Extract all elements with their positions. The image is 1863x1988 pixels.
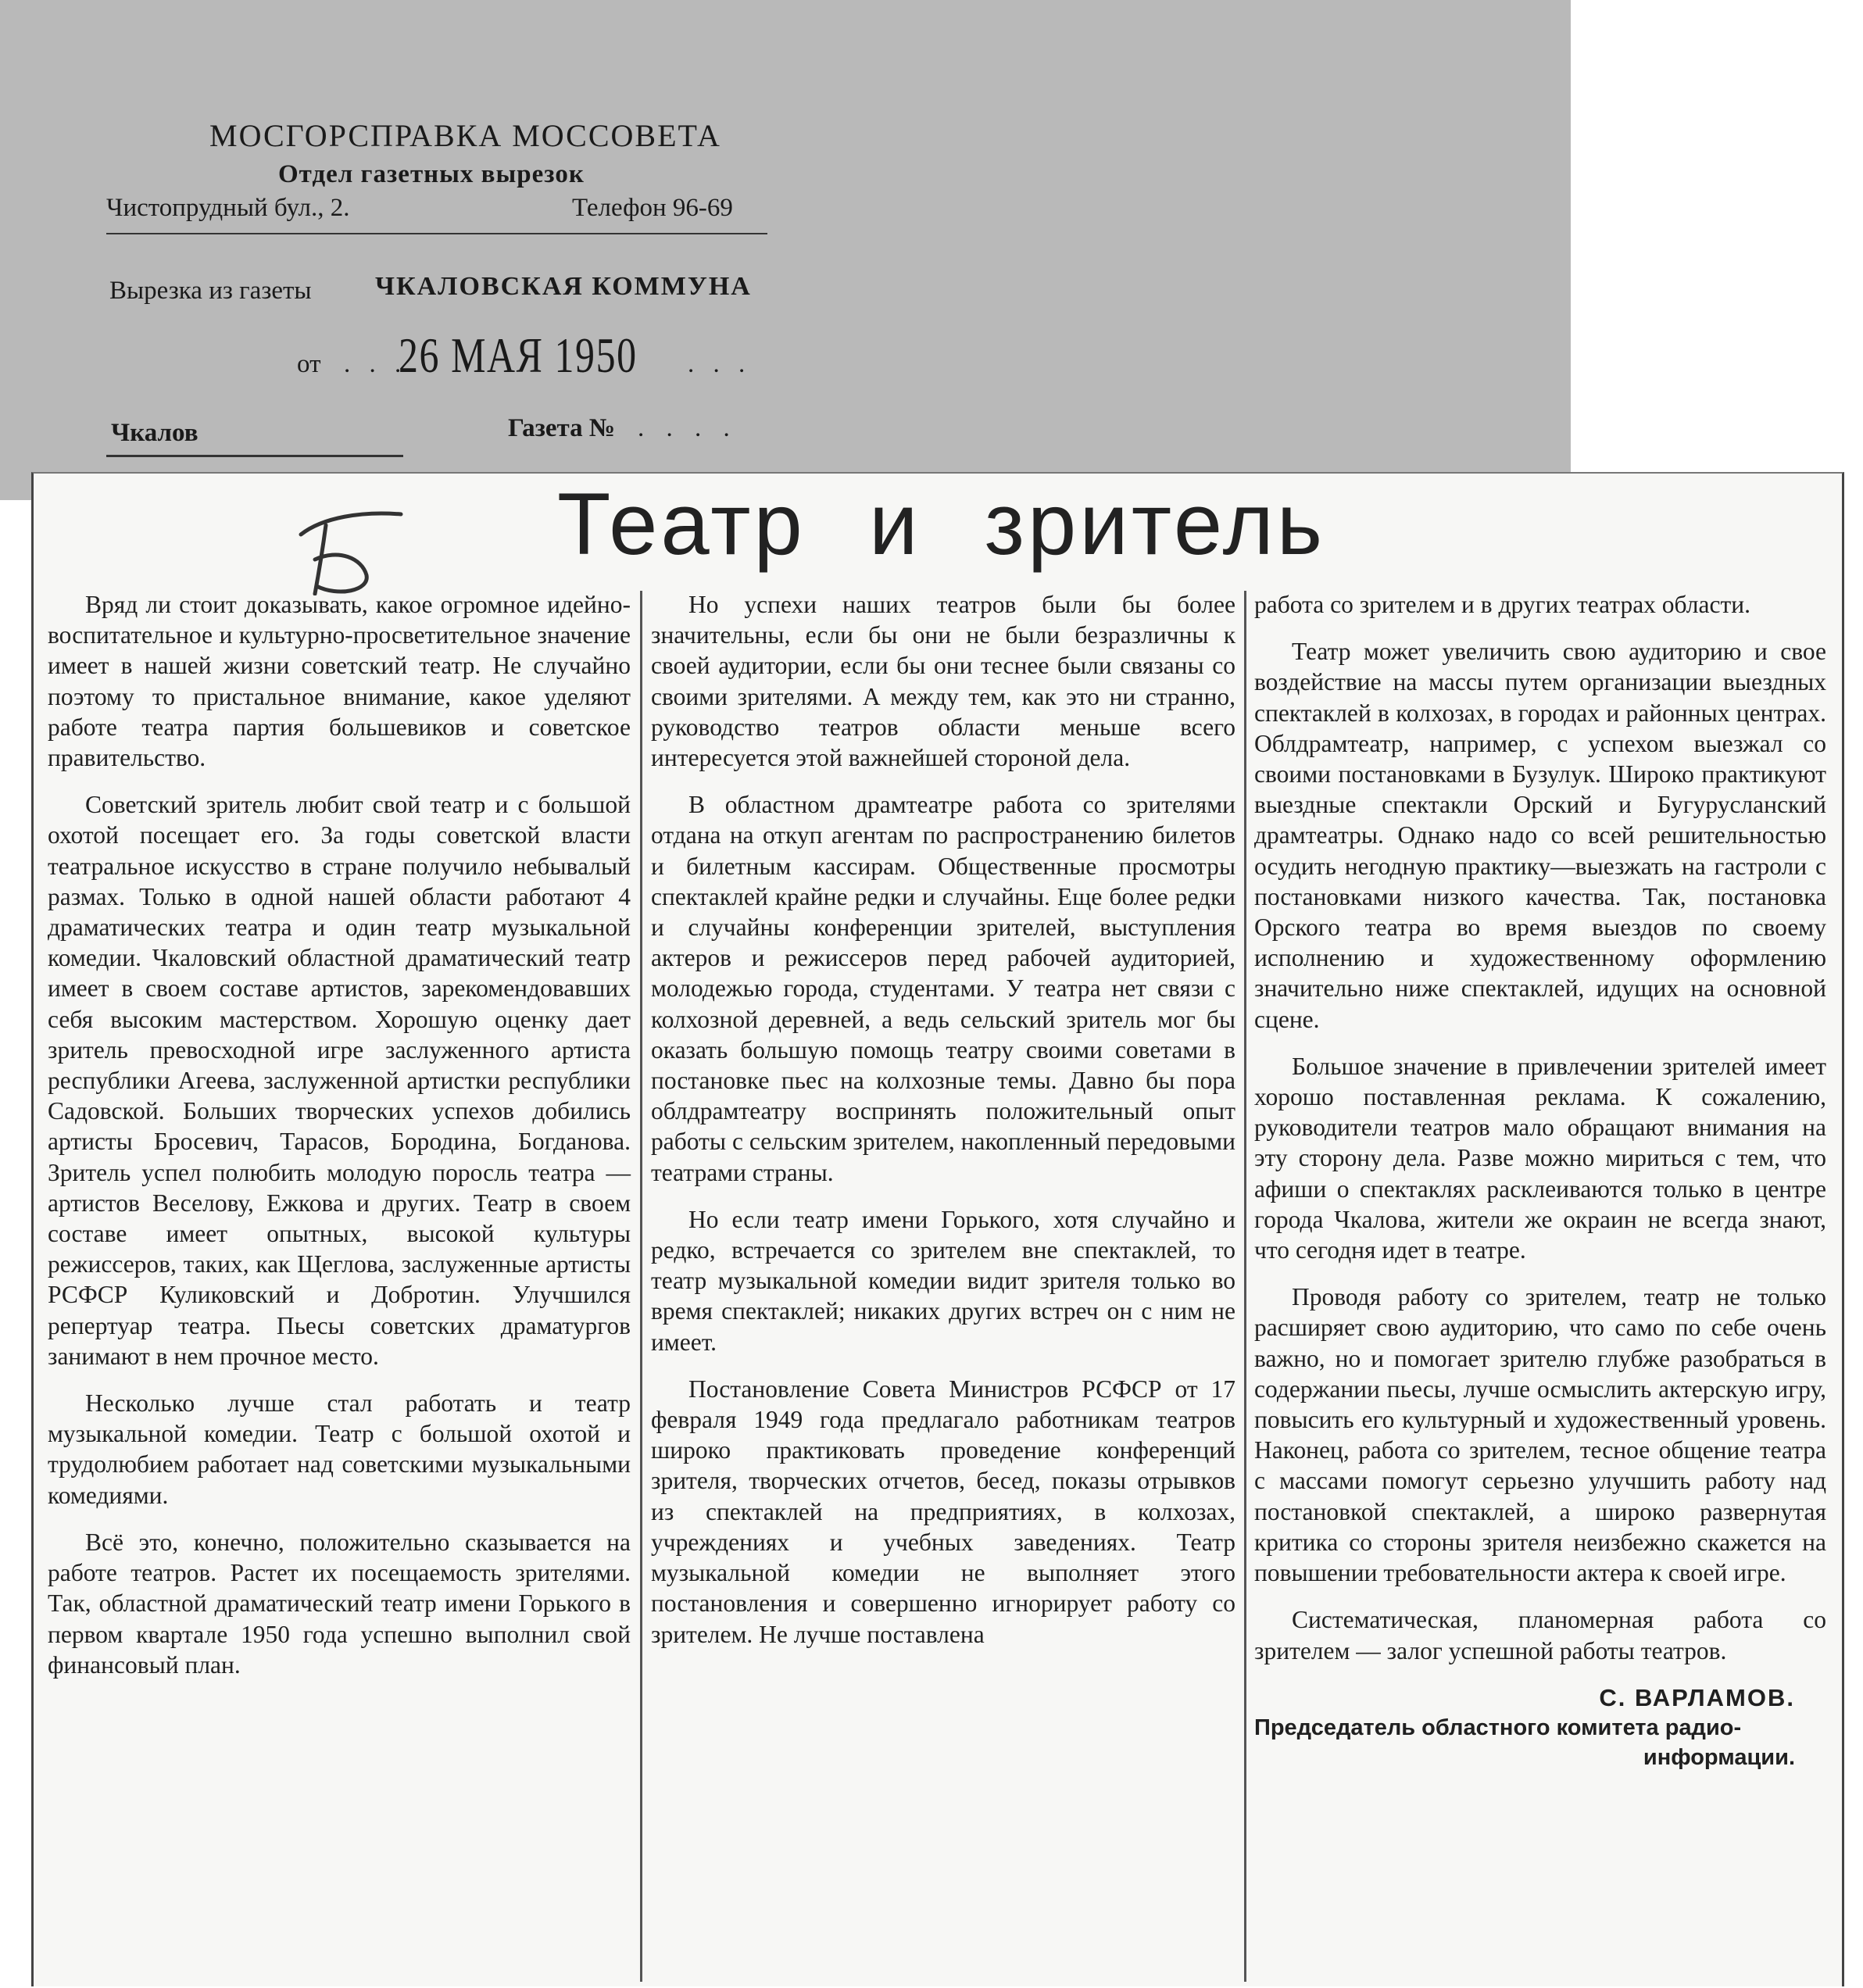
date-prefix: от: [297, 350, 321, 378]
date-stamp: 26 МАЯ 1950: [399, 327, 638, 383]
newspaper-clipping: [31, 472, 1844, 1986]
date-dots-right: . . .: [688, 350, 752, 378]
agency-name: МОСГОРСПРАВКА МОССОВЕТА: [209, 118, 721, 153]
paragraph: Театр может увеличить свою аудиторию и свое воздействие на массы путем организации выездных спектаклей в колхозах, в городах и районных центрах. Облдрамтеатр, например, с успехом выезжал со своими постановками в Бузулук. Широко практикуют выездные спектакли Орский и Бугурусланский драмтеатры. Однако надо со всей решительностью осудить негодную практику—выезжать на гастроли с постановками низкого качества. Так, постановка Орского театра во время выездов по своему исполнению и художественному оформлению значительно ниже спектаклей, идущих на основной сцене.: [1254, 638, 1826, 1033]
gazeta-number-label: Газета №: [508, 414, 616, 442]
agency-address: Чистопрудный бул., 2.: [106, 194, 350, 222]
paragraph: Постановление Совета Министров РСФСР от 17 февраля 1949 года предлагало работникам театров широко практиковать проведение конференций зрителя, творческих отчетов, бесед, показы отрывков из спектаклей на предприятиях, в колхозах, учреждениях и учебных заведениях. Театр музыкальной комедии не выполняет этого постановления и совершенно игнорирует работу со зрителем. Не лучше поставлена: [651, 1375, 1235, 1648]
article-column-3: [1254, 589, 1826, 1773]
paragraph: Несколько лучше стал работать и театр музыкальной комедии. Театр с большой охотой и трудолюбием работает над советскими музыкальными комедиями.: [48, 1389, 631, 1509]
paragraph: Проводя работу со зрителем, театр не только расширяет свою аудиторию, что само по себе очень важно, но и помогает зрителю глубже разобраться в содержании пьесы, лучше осмыслить актерскую игру, повысить его культурный и художественный уровень. Наконец, работа со зрителем, тесное общение театра с массами помогут серьезно улучшить работу над постановкой спектаклей, а широко развернутая критика со стороны зрителя неизбежно скажется на повышении требовательности актера к своей игре.: [1254, 1283, 1826, 1587]
paragraph-continuation: работа со зрителем и в других театрах области.: [1254, 591, 1750, 618]
paragraph: В областном драмтеатре работа со зрителями отдана на откуп агентам по распространению билетов и билетным кассирам. Общественные просмотры спектаклей крайне редки и случайны. Еще более редки и случайны конференции зрителей, выступления актеров и режиссеров перед рабочей аудиторией, молодежью города, студентами. У театра нет связи с колхозной деревней, а ведь сельский зритель мог бы оказать большую помощь театру своими советами в постановке пьес на колхозные темы. Давно бы пора облдрамтеатру воспринять положительный опыт работы с сельским зрителем, накопленный передовыми театрами страны.: [651, 791, 1235, 1186]
column-divider: [1244, 591, 1246, 1982]
gazeta-number-dots: . . . .: [638, 414, 738, 442]
paragraph: Большое значение в привлечении зрителей имеет хорошо поставленная реклама. К сожалению, руководители театров мало обращают внимания на эту сторону дела. Разве можно мириться с тем, что афиши о спектаклях расклеиваются только в центре города Чкалова, жители же окраин не всегда знают, что сегодня идет в театре.: [1254, 1052, 1826, 1264]
author-title-continued: информации.: [1643, 1744, 1795, 1770]
paragraph: Всё это, конечно, положительно сказывается на работе театров. Растет их посещаемость зрителями. Так, областной драматический театр имени Горького в первом квартале 1950 года успешно выполнил свой финансовый план.: [48, 1528, 631, 1679]
clipping-service-header: [0, 0, 1571, 500]
author-name: С. ВАРЛАМОВ.: [1599, 1683, 1795, 1711]
article-column-2: [651, 589, 1235, 1666]
agency-phone: Телефон 96-69: [572, 194, 733, 222]
paragraph: Вряд ли стоит доказывать, какое огромное идейно-воспитательное и культурно-просветительное значение имеет в нашей жизни советский театр. Не случайно поэтому то пристальное внимание, какое уделяют работе театра партия большевиков и советское правительство.: [48, 591, 631, 772]
author-signature: [1254, 1682, 1826, 1773]
header-divider: [106, 233, 767, 234]
agency-department: Отдел газетных вырезок: [278, 160, 585, 188]
article-column-1: [48, 589, 631, 1697]
city-label: Чкалов: [111, 419, 198, 447]
date-dots-left: . . .: [344, 350, 408, 378]
column-divider: [640, 591, 642, 1982]
paragraph: Систематическая, планомерная работа со зрителем — залог успешной работы театров.: [1254, 1606, 1826, 1664]
paragraph: Но успехи наших театров были бы более значительны, если бы они не были безразличны к своей аудитории, если бы они теснее были связаны со своими зрителями. А между тем, как это ни странно, руководство театров области меньше всего интересуется этой важнейшей стороной дела.: [651, 591, 1235, 772]
paragraph: Но если театр имени Горького, хотя случайно и редко, встречается со зрителем вне спектаклей, то театр музыкальной комедии видит зрителя только во время спектаклей; никаких других встреч он с ним не имеет.: [651, 1205, 1235, 1356]
clipping-label: Вырезка из газеты: [109, 277, 312, 305]
paragraph: Советский зритель любит свой театр и с большой охотой посещает его. За годы советской власти театральное искусство в стране получило небывалый размах. Только в одной нашей области работают 4 драматических театра и один театр музыкальной комедии. Чкаловский областной драматический театр имеет в своем составе артистов, зарекомендовавших себя высоким мастерством. Хорошую оценку дает зритель превосходной игре заслуженного артиста республики Агеева, заслуженной артистки республики Садовской. Больших творческих успехов добились артисты Бросевич, Тарасов, Бородина, Богданова. Зритель успел полюбить молодую поросль театра — артистов Веселову, Ежкова и других. Театр в своем составе имеет опытных, высокой культуры режиссеров, таких, как Щеглова, заслуженные артисты РСФСР Куликовский и Добротин. Улучшился репертуар театра. Пьесы советских драматургов занимают в нем прочное место.: [48, 791, 631, 1370]
newspaper-name: ЧКАЛОВСКАЯ КОММУНА: [375, 272, 752, 301]
article-title: Театр и зритель: [557, 475, 1326, 573]
city-underline: [106, 455, 403, 457]
pencil-mark-icon: [291, 494, 409, 595]
author-title: Председатель областного комитета радио-: [1254, 1714, 1742, 1740]
